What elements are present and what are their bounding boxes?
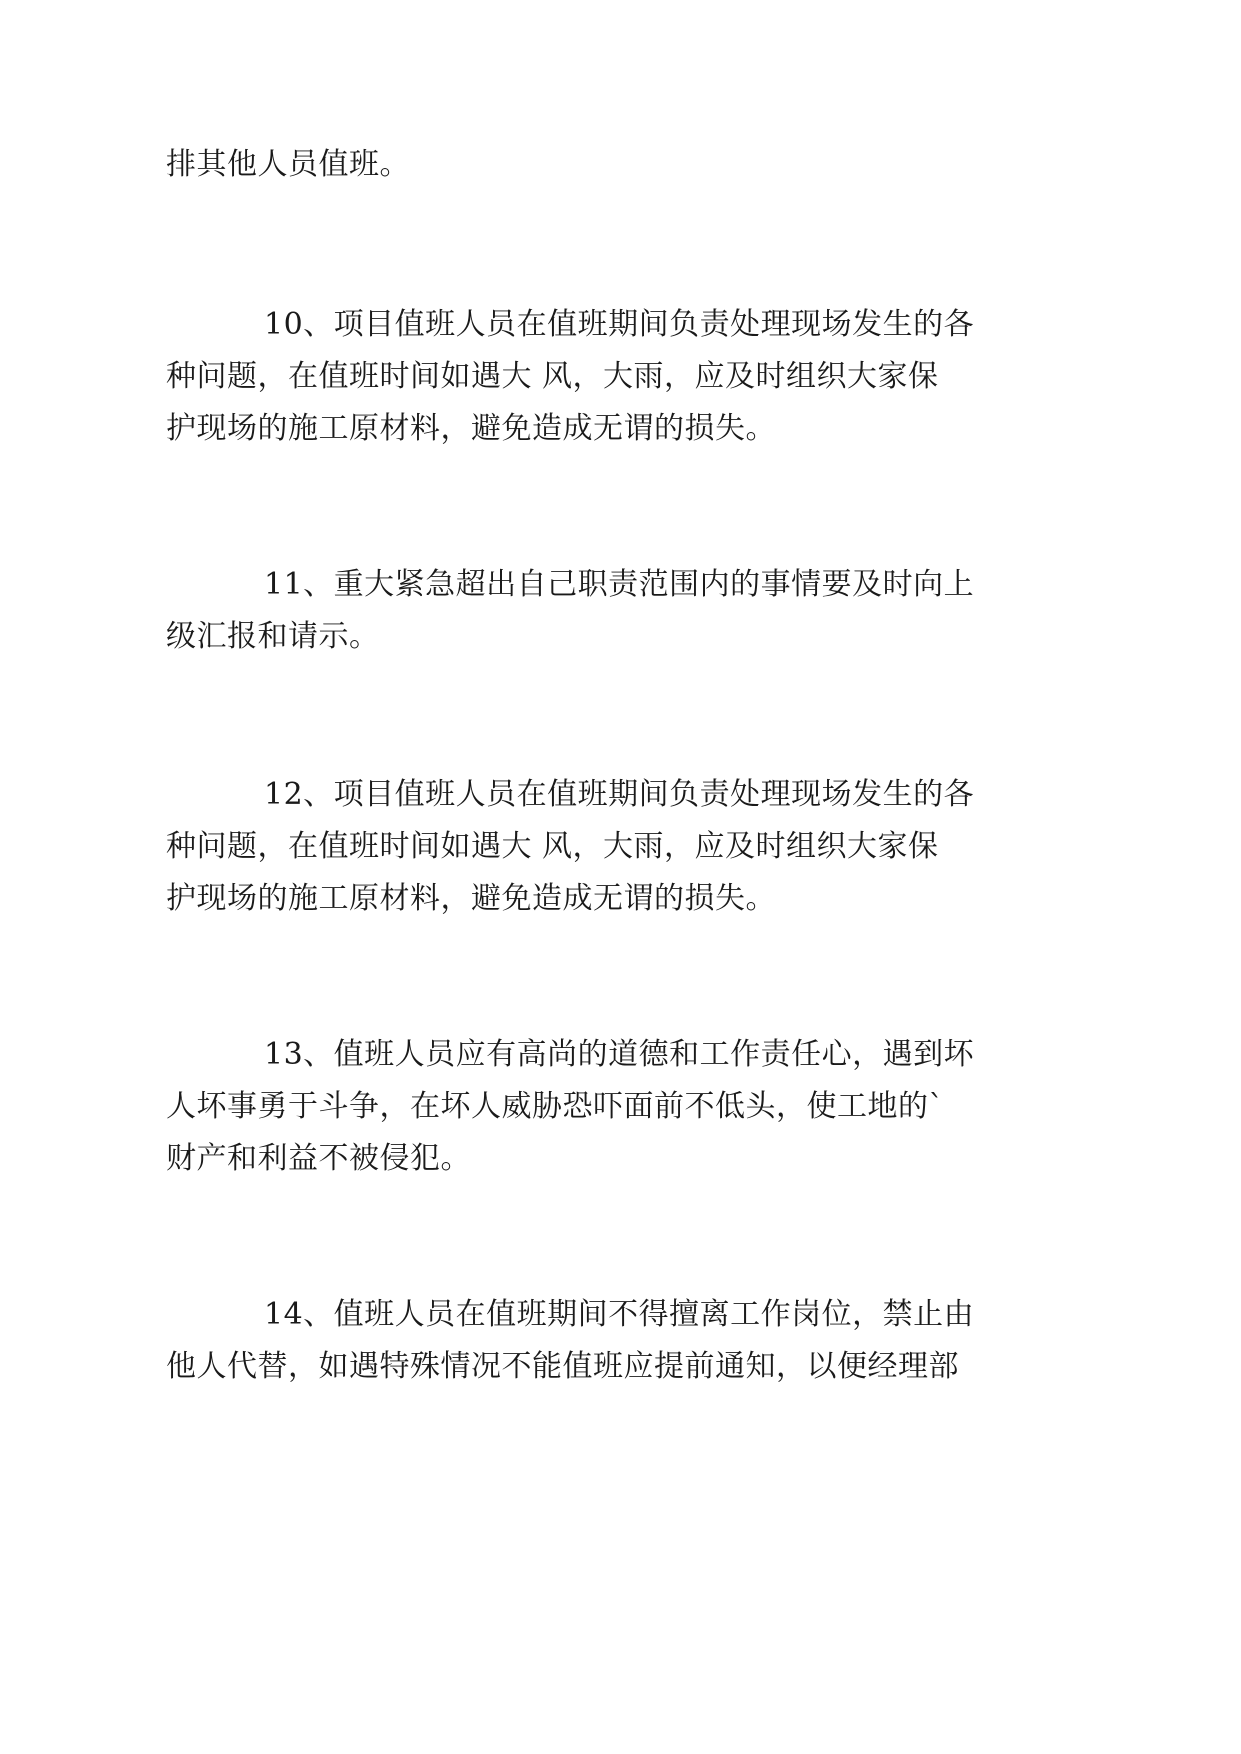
paragraph-14-line-1: 14、值班人员在值班期间不得擅离工作岗位，禁止由	[264, 1297, 975, 1332]
paragraph-11-line-2: 级汇报和请示。	[166, 619, 380, 654]
paragraph-10-line-3: 护现场的施工原材料，避免造成无谓的损失。	[166, 411, 776, 446]
paragraph-12-line-2: 种问题，在值班时间如遇大 风，大雨，应及时组织大家保	[166, 829, 939, 864]
paragraph-12-line-1: 12、项目值班人员在值班期间负责处理现场发生的各	[264, 777, 975, 812]
paragraph-14-line-2: 他人代替，如遇特殊情况不能值班应提前通知，以便经理部	[166, 1349, 959, 1384]
paragraph-12-line-3: 护现场的施工原材料，避免造成无谓的损失。	[166, 881, 776, 916]
paragraph-11-line-1: 11、重大紧急超出自己职责范围内的事情要及时向上	[264, 567, 975, 602]
paragraph-10-line-1: 10、项目值班人员在值班期间负责处理现场发生的各	[264, 307, 975, 342]
paragraph-13-line-2: 人坏事勇于斗争，在坏人威胁恐吓面前不低头，使工地的`	[166, 1089, 944, 1124]
paragraph-10-line-2: 种问题，在值班时间如遇大 风，大雨，应及时组织大家保	[166, 359, 939, 394]
paragraph-13-line-1: 13、值班人员应有高尚的道德和工作责任心，遇到坏	[264, 1037, 975, 1072]
paragraph-13-line-3: 财产和利益不被侵犯。	[166, 1141, 471, 1176]
paragraph-9-line-2: 排其他人员值班。	[166, 147, 410, 182]
